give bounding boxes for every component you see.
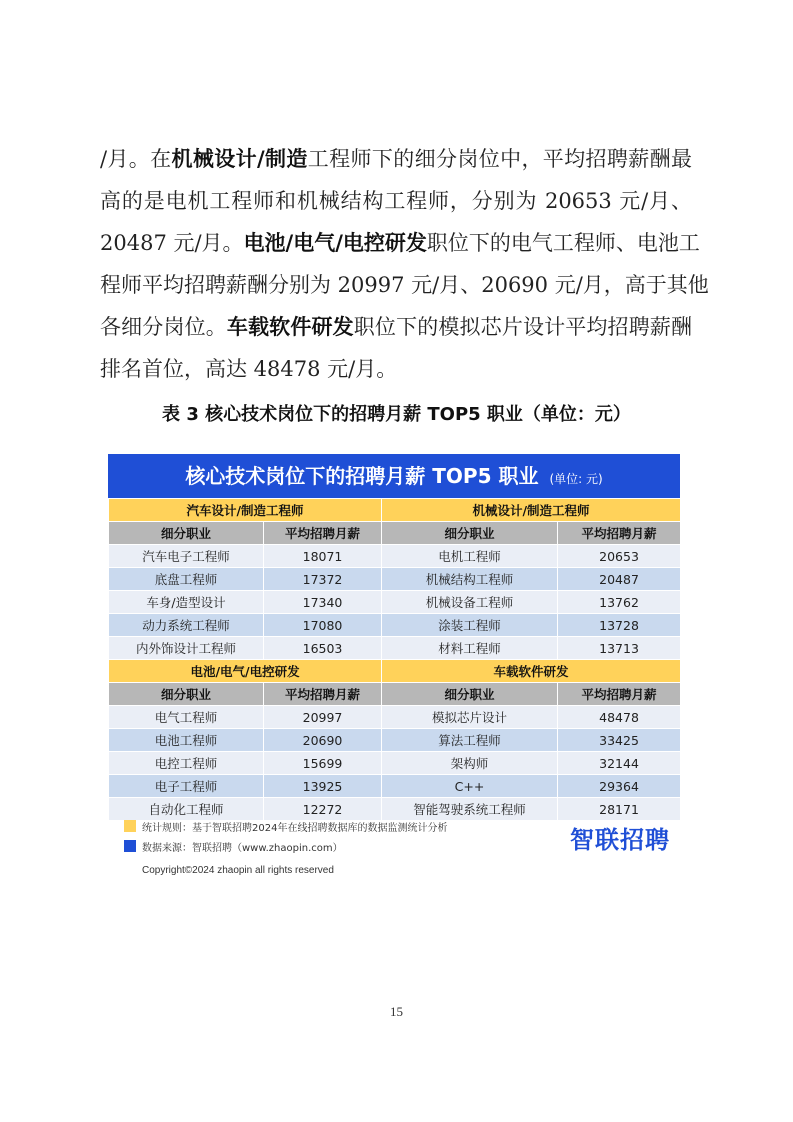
table-row [109,752,681,775]
table-row [109,591,681,614]
column-header-row [109,522,681,545]
text-run: 职位下的电气工程师、电池工 [426,231,700,255]
job-cell: 材料工程师 [382,637,558,660]
blue-swatch-icon [124,840,136,852]
table-row [109,568,681,591]
table-row [109,775,681,798]
bold-term: 机械设计/制造 [171,147,308,171]
salary-cell: 20487 [558,568,681,591]
salary-cell: 17372 [264,568,382,591]
text-run: 各细分岗位。 [100,315,227,339]
section-title: 机械设计/制造工程师 [382,499,681,522]
column-header: 平均招聘月薪 [264,522,382,545]
bold-term: 车载软件研发 [226,315,354,339]
job-cell: 内外饰设计工程师 [109,637,264,660]
job-cell: 架构师 [382,752,558,775]
text-run: 工程师下的细分岗位中，平均招聘薪酬最 [307,147,693,171]
text-run: 排名首位，高达 48478 元/月。 [100,357,398,381]
text-run: 程师平均招聘薪酬分别为 20997 元/月、20690 元/月，高于其他 [100,273,709,297]
column-header: 细分职业 [109,683,264,706]
salary-cell: 32144 [558,752,681,775]
salary-cell: 13728 [558,614,681,637]
job-cell: 自动化工程师 [109,798,264,821]
copyright: Copyright©2024 zhaopin all rights reserved [142,865,334,876]
salary-cell: 29364 [558,775,681,798]
column-header: 细分职业 [382,522,558,545]
page-number: 15 [390,1004,403,1019]
table-row [109,706,681,729]
job-cell: 电子工程师 [109,775,264,798]
table-row [109,637,681,660]
table-caption: 表 3 核心技术岗位下的招聘月薪 TOP5 职业（单位：元） [162,404,631,425]
legend-source-row [124,836,447,856]
section-header-row [109,660,681,683]
text-run: 职位下的模拟芯片设计平均招聘薪酬 [353,315,693,339]
job-cell: 汽车电子工程师 [109,545,264,568]
table-row [109,614,681,637]
column-header: 细分职业 [109,522,264,545]
figure-unit: (单位: 元) [549,472,603,486]
salary-figure [104,452,682,882]
salary-cell: 16503 [264,637,382,660]
column-header: 平均招聘月薪 [264,683,382,706]
salary-cell: 28171 [558,798,681,821]
yellow-swatch-icon [124,820,136,832]
job-cell: 机械设备工程师 [382,591,558,614]
job-cell: 电机工程师 [382,545,558,568]
job-cell: 机械结构工程师 [382,568,558,591]
salary-cell: 17340 [264,591,382,614]
job-cell: C++ [382,775,558,798]
salary-cell: 13713 [558,637,681,660]
text-run: 20487 元/月。 [100,231,244,255]
zhaopin-logo: 智联招聘 [570,826,670,854]
paragraph-line [100,348,692,390]
paragraph-line [100,222,700,264]
job-cell: 电池工程师 [109,729,264,752]
salary-cell: 17080 [264,614,382,637]
salary-cell: 20997 [264,706,382,729]
salary-cell: 48478 [558,706,681,729]
text-run: /月。在 [100,147,172,171]
section-title: 电池/电气/电控研发 [109,660,382,683]
bold-term: 电池/电气/电控研发 [243,231,427,255]
job-cell: 智能驾驶系统工程师 [382,798,558,821]
paragraph-line [100,180,692,222]
paragraph-line [100,306,692,348]
column-header: 细分职业 [382,683,558,706]
note-rule: 统计规则：基于智联招聘2024年在线招聘数据库的数据监测统计分析 [142,822,448,834]
table-row [109,729,681,752]
column-header-row [109,683,681,706]
body-paragraph [100,138,709,390]
column-header: 平均招聘月薪 [558,522,681,545]
salary-cell: 20690 [264,729,382,752]
job-cell: 动力系统工程师 [109,614,264,637]
note-source: 数据来源：智联招聘（www.zhaopin.com） [142,842,343,854]
legend-rule-row [124,816,447,836]
job-cell: 算法工程师 [382,729,558,752]
job-cell: 电控工程师 [109,752,264,775]
figure-banner [108,454,680,498]
job-cell: 模拟芯片设计 [382,706,558,729]
table-row [109,545,681,568]
salary-cell: 20653 [558,545,681,568]
salary-cell: 12272 [264,798,382,821]
column-header: 平均招聘月薪 [558,683,681,706]
paragraph-line [100,264,709,306]
text-run: 高的是电机工程师和机械结构工程师，分别为 20653 元/月、 [100,189,692,213]
job-cell: 车身/造型设计 [109,591,264,614]
section-header-row [109,499,681,522]
paragraph-line [100,138,692,180]
salary-table [108,498,681,821]
job-cell: 涂装工程师 [382,614,558,637]
job-cell: 底盘工程师 [109,568,264,591]
figure-legend [124,816,447,856]
salary-cell: 15699 [264,752,382,775]
section-title: 汽车设计/制造工程师 [109,499,382,522]
job-cell: 电气工程师 [109,706,264,729]
salary-cell: 33425 [558,729,681,752]
salary-cell: 13925 [264,775,382,798]
salary-cell: 13762 [558,591,681,614]
salary-cell: 18071 [264,545,382,568]
figure-title: 核心技术岗位下的招聘月薪 TOP5 职业 [185,464,539,488]
section-title: 车载软件研发 [382,660,681,683]
